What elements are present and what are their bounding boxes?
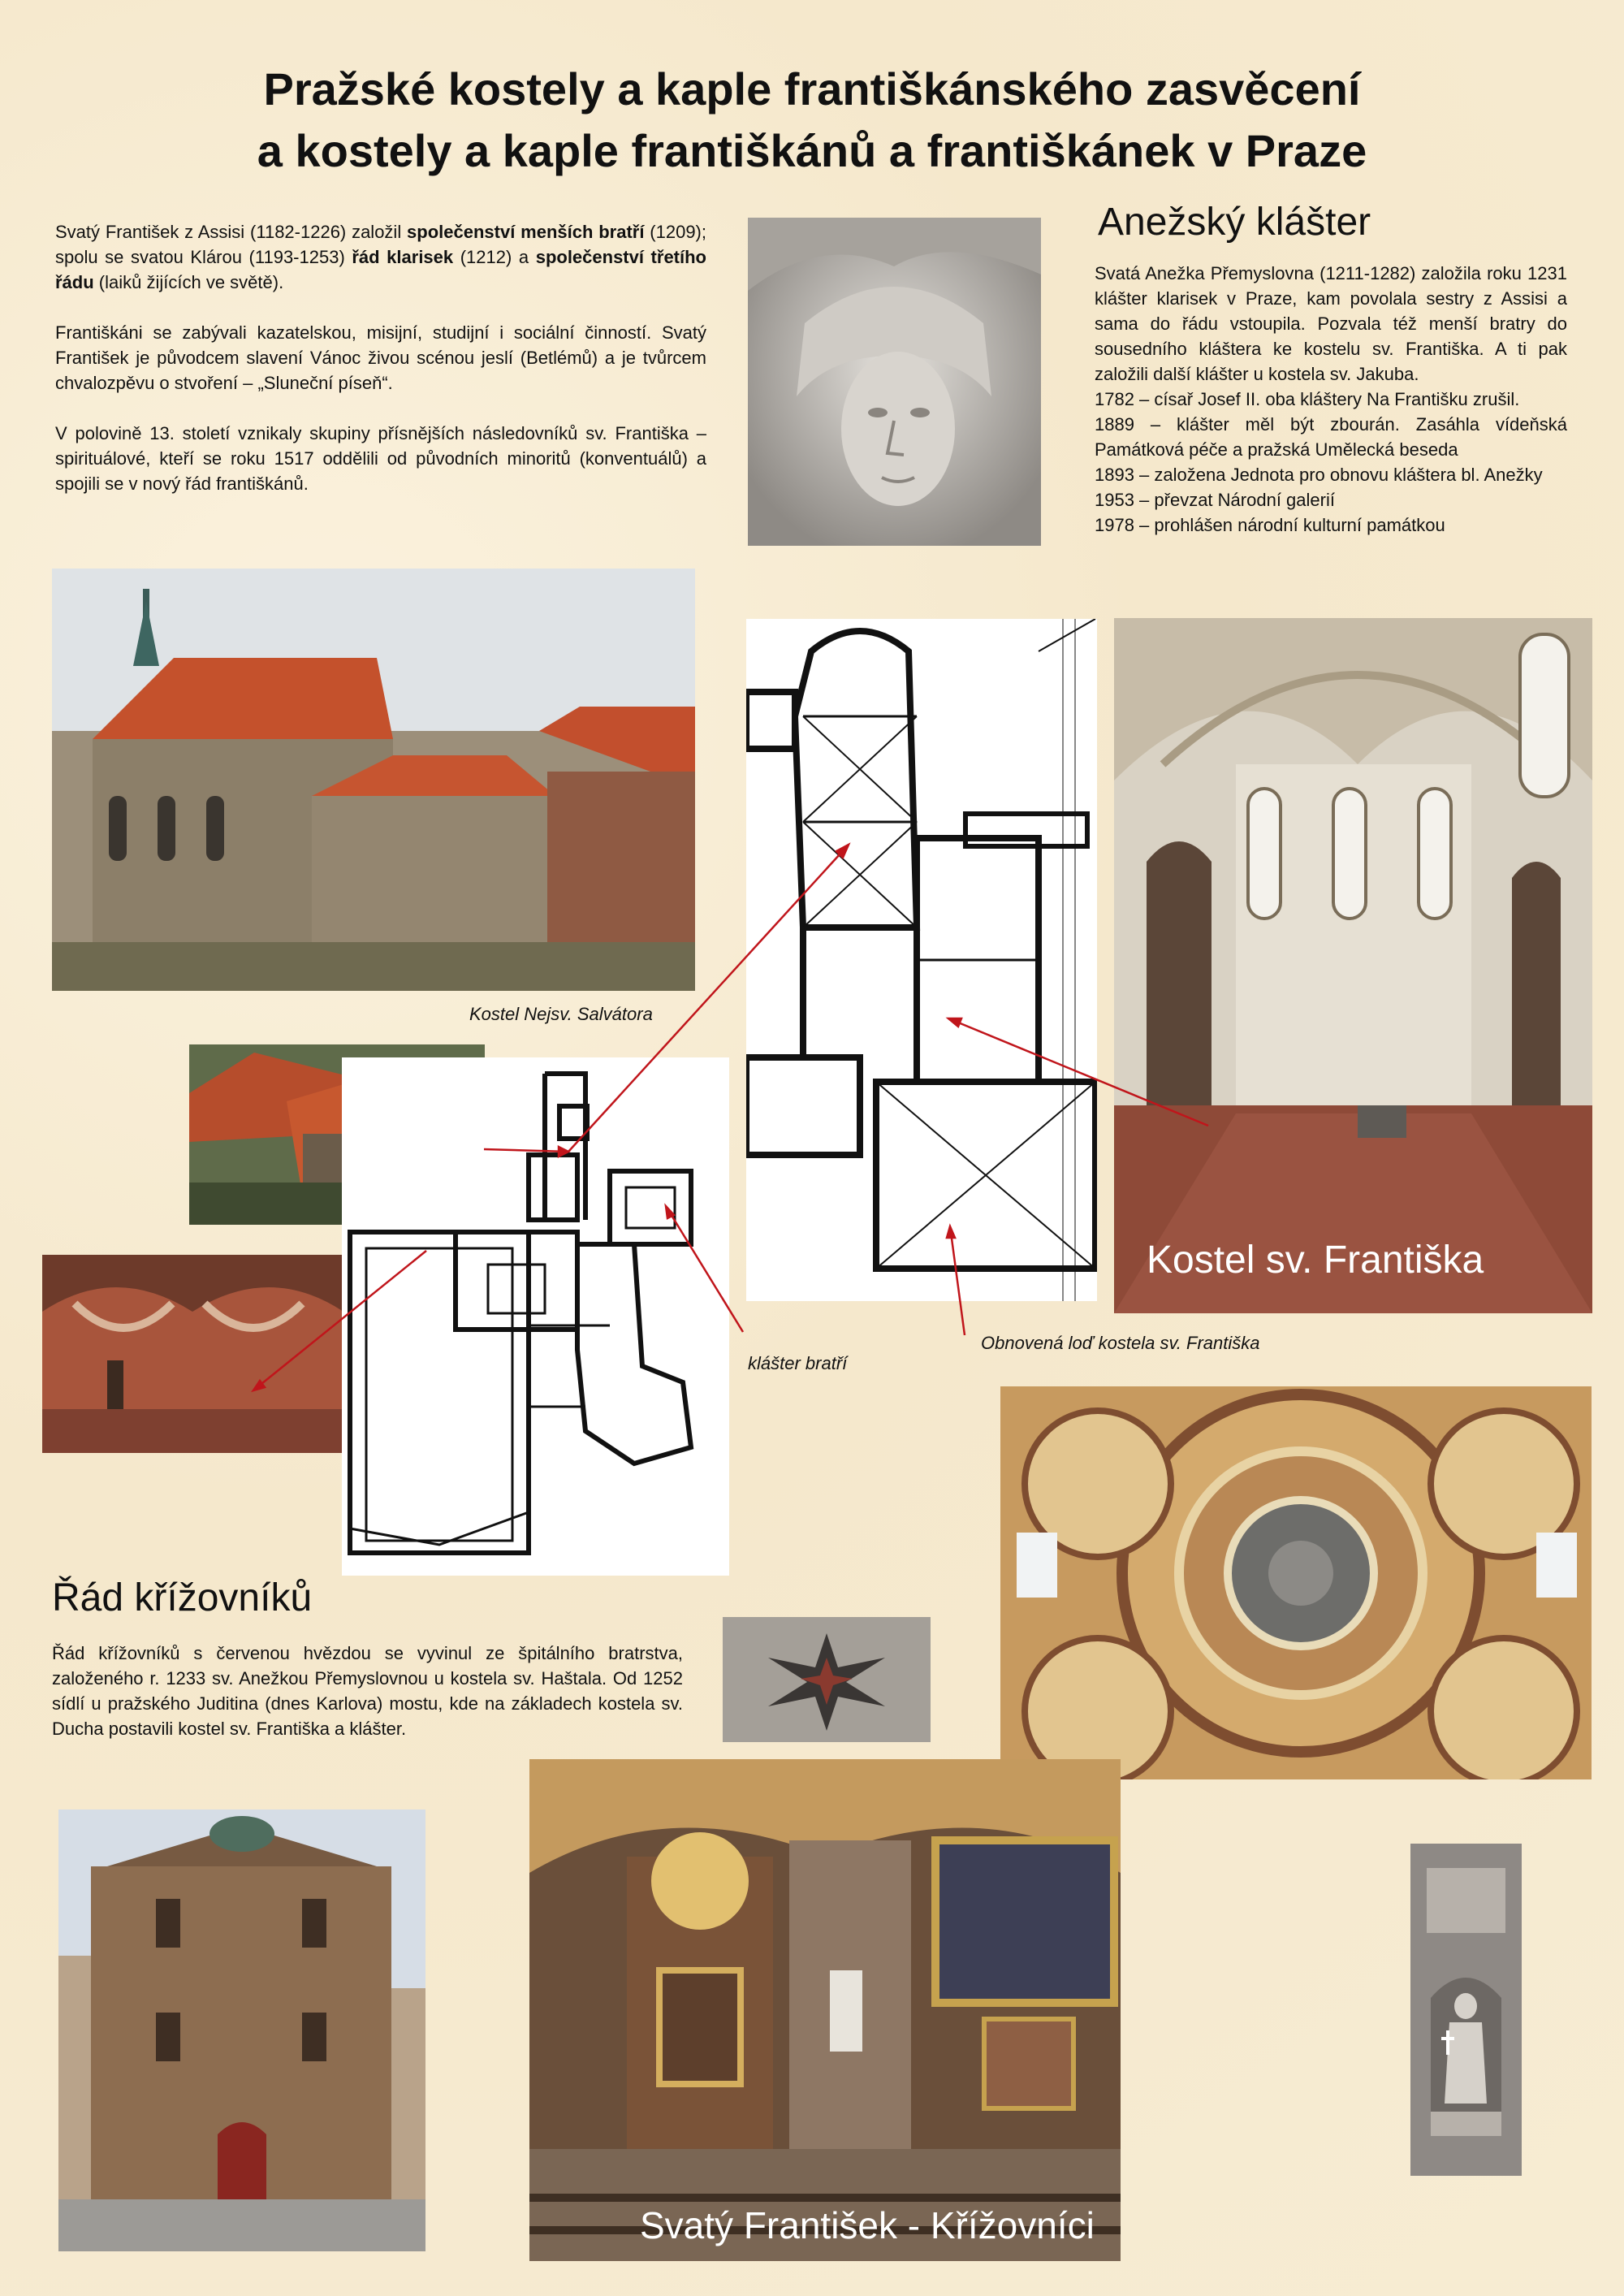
arrow-vaulted-hall bbox=[253, 1251, 426, 1390]
intro-text-span: Svatý František z Assisi (1182-1226) založil bbox=[55, 222, 408, 242]
anezsky-heading: Anežský klášter bbox=[1098, 201, 1371, 244]
caption-nave: Obnovená loď kostela sv. Františka bbox=[981, 1333, 1260, 1353]
arrowhead bbox=[666, 1206, 674, 1218]
anezsky-event: 1889 – klášter měl být zbourán. Zasáhla vídeňská Památková péče a pražská Umělecká beseda bbox=[1095, 414, 1567, 460]
intro-paragraph-3: V polovině 13. století vznikaly skupiny přísnějších následovníků sv. Františka – spirituálové, kteří se roku 1517 oddělili od původních minoritů (konventuálů) a spojili se v nový řád františkánů. bbox=[55, 423, 706, 494]
arrow-roofs-photo bbox=[484, 1149, 568, 1152]
caption-brothers: klášter bratří bbox=[748, 1353, 848, 1373]
arrowhead bbox=[947, 1226, 955, 1238]
arrow-salvator-church bbox=[568, 845, 849, 1152]
anezsky-event: 1782 – císař Josef II. oba kláštery Na Františku zrušil. bbox=[1095, 389, 1520, 409]
anezsky-event: 1978 – prohlášen národní kulturní památkou bbox=[1095, 515, 1445, 535]
title-line-2: a kostely a kaple františkánů a františkánek v Praze bbox=[257, 125, 1367, 176]
intro-text-span: (1212) a bbox=[453, 247, 536, 267]
arrow-nave bbox=[948, 1018, 1208, 1126]
intro-bold: společenství třetího řádu bbox=[55, 247, 706, 292]
intro-text-span: (1209); spolu se svatou Klárou (1193-1253) bbox=[55, 222, 706, 267]
anezsky-event: 1893 – založena Jednota pro obnovu kláštera bl. Anežky bbox=[1095, 465, 1543, 485]
arrowhead bbox=[559, 1147, 568, 1157]
caption-frantiska: Kostel sv. Františka bbox=[1147, 1239, 1484, 1282]
title-line-1: Pražské kostely a kaple františkánského zasvěcení bbox=[263, 63, 1361, 115]
caption-salvator: Kostel Nejsv. Salvátora bbox=[469, 1004, 653, 1024]
arrowhead bbox=[948, 1018, 961, 1027]
krizovnici-heading: Řád křížovníků bbox=[52, 1576, 313, 1619]
anezsky-paragraph: Svatá Anežka Přemyslovna (1211-1282) založila roku 1231 klášter klarisek v Praze, kam povolala sestry z Assisi a sama do řádu vstoupila. Pozvala též menší bratry do sousedního kláštera ke kostelu sv. Františka. A ti pak založili další klášter u kostela sv. Jakuba. bbox=[1095, 263, 1567, 384]
intro-bold: řád klarisek bbox=[352, 247, 454, 267]
krizovnici-text: Řád křížovníků s červenou hvězdou se vyvinul ze špitálního bratrstva, založeného r. 1233 sv. Anežkou Přemyslovnou u kostela sv. Haštala. Od 1252 sídlí u pražského Juditina (dnes Karlova) mostu, kde na základech kostela sv. Ducha postavili kostel sv. Františka a klášter. bbox=[52, 1643, 683, 1739]
intro-bold: společenství menších bratří bbox=[407, 222, 645, 242]
intro-text-span: (laiků žijících ve světě). bbox=[93, 272, 284, 292]
caption-bottom: Svatý František - Křížovníci bbox=[640, 2204, 1095, 2246]
intro-paragraph-2: Františkáni se zabývali kazatelskou, misijní, studijní i sociální činností. Svatý František je původcem slavení Vánoc živou scénou jeslí (Betlémů) a je tvůrcem chvalozpěvu o stvoření – „Sluneční píseň“. bbox=[55, 322, 706, 393]
anezsky-event: 1953 – převzat Národní galerií bbox=[1095, 490, 1335, 510]
arrow-nave-plan bbox=[950, 1226, 965, 1335]
arrow-brothers bbox=[666, 1206, 743, 1332]
